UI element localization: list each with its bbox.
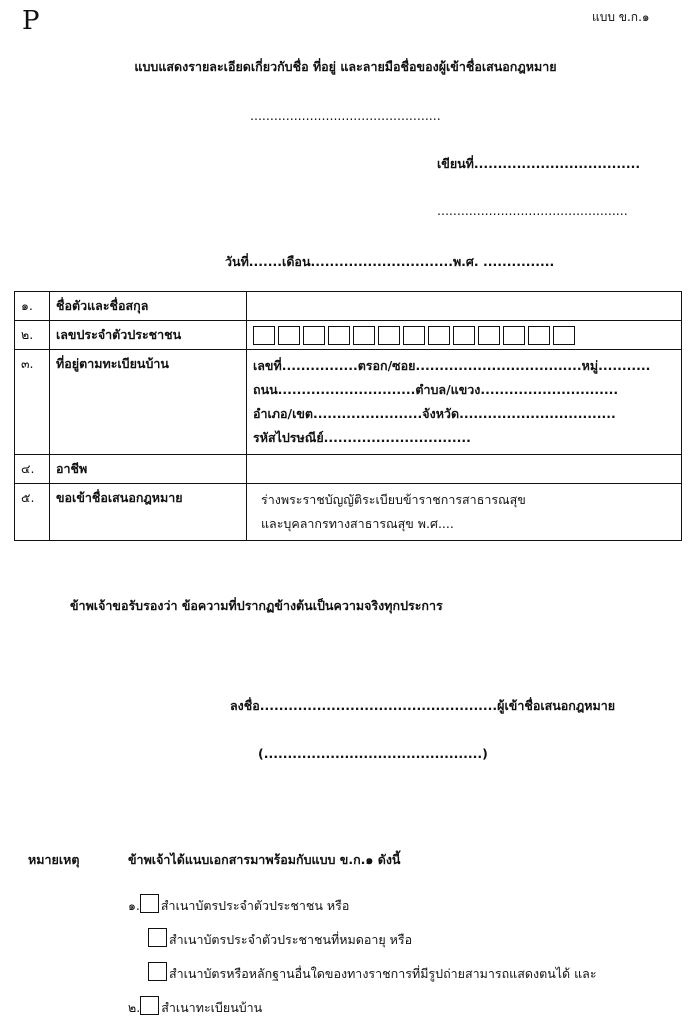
certification-statement: ข้าพเจ้าขอรับรองว่า ข้อความที่ปรากฏข้างต้นเป็นความจริงทุกประการ — [70, 598, 443, 613]
id-digit-box[interactable] — [553, 326, 575, 345]
proposed-law-line: ร่างพระราชบัญญัติระเบียบข้าราชการสาธารณสุข — [261, 492, 526, 507]
checkbox[interactable] — [148, 962, 167, 981]
occupation-field[interactable] — [247, 455, 682, 484]
written-at-field[interactable]: เขียนที่................................... — [437, 156, 641, 171]
attachment-option — [128, 894, 349, 916]
signature-field[interactable]: ลงชื่อ..................................................ผู้เข้าชื่อเสนอกฎหมาย — [230, 698, 616, 713]
remarks-label: หมายเหตุ — [28, 852, 80, 867]
top-blank-line[interactable]: ................................................ — [250, 108, 441, 123]
attachment-option — [148, 928, 412, 950]
option-label: สำเนาทะเบียนบ้าน — [161, 1000, 263, 1015]
id-digit-box[interactable] — [303, 326, 325, 345]
row-number: ๓. — [15, 350, 50, 455]
attachment-option — [128, 996, 262, 1018]
id-number-field[interactable] — [247, 321, 682, 350]
remarks-intro: ข้าพเจ้าได้แนบเอกสารมาพร้อมกับแบบ ข.ก.๑ ดังนี้ — [128, 852, 401, 867]
table-row — [15, 350, 682, 455]
attachment-option — [148, 962, 597, 984]
table-row — [15, 455, 682, 484]
id-digit-box[interactable] — [378, 326, 400, 345]
row-label: ชื่อตัวและชื่อสกุล — [50, 292, 247, 321]
row-label: ขอเข้าชื่อเสนอกฎหมาย — [50, 484, 247, 541]
row-label: เลขประจำตัวประชาชน — [50, 321, 247, 350]
id-digit-box[interactable] — [253, 326, 275, 345]
table-row — [15, 321, 682, 350]
handwritten-mark: P — [22, 6, 40, 36]
written-at-line2[interactable]: ................................................ — [437, 203, 628, 218]
proposed-law-line: และบุคลากรทางสาธารณสุข พ.ศ.... — [261, 516, 454, 531]
personal-info-table — [14, 291, 682, 541]
full-name-field[interactable] — [247, 292, 682, 321]
id-digit-box[interactable] — [503, 326, 525, 345]
row-label: อาชีพ — [50, 455, 247, 484]
row-label: ที่อยู่ตามทะเบียนบ้าน — [50, 350, 247, 455]
address-line-district[interactable]: อำเภอ/เขต.......................จังหวัด................................. — [253, 406, 616, 421]
id-digit-box[interactable] — [478, 326, 500, 345]
id-digit-box[interactable] — [328, 326, 350, 345]
id-digit-box[interactable] — [278, 326, 300, 345]
form-code: แบบ ข.ก.๑ — [592, 10, 650, 24]
id-digit-box[interactable] — [403, 326, 425, 345]
option-label: สำเนาบัตรหรือหลักฐานอื่นใดของทางราชการที่มีรูปถ่ายสามารถแสดงตนได้ และ — [169, 966, 597, 981]
id-digit-box[interactable] — [353, 326, 375, 345]
row-number: ๕. — [15, 484, 50, 541]
address-field[interactable] — [247, 350, 682, 455]
id-digit-box[interactable] — [428, 326, 450, 345]
checkbox[interactable] — [140, 894, 159, 913]
address-line-road[interactable]: ถนน.............................ตำบล/แขวง............................. — [253, 382, 619, 397]
id-digit-box[interactable] — [528, 326, 550, 345]
id-digit-box[interactable] — [453, 326, 475, 345]
item-number: ๒. — [128, 1000, 141, 1015]
checkbox[interactable] — [140, 996, 159, 1015]
address-line-postcode[interactable]: รหัสไปรษณีย์............................... — [253, 430, 471, 445]
proposed-law-field — [247, 484, 682, 541]
table-row — [15, 292, 682, 321]
id-digit-boxes[interactable] — [253, 326, 675, 345]
date-field[interactable]: วันที่.......เดือน..............................พ.ศ. ............... — [225, 254, 555, 269]
row-number: ๑. — [15, 292, 50, 321]
form-title: แบบแสดงรายละเอียดเกี่ยวกับชื่อ ที่อยู่ และลายมือชื่อของผู้เข้าชื่อเสนอกฎหมาย — [134, 59, 557, 74]
option-label: สำเนาบัตรประจำตัวประชาชน หรือ — [160, 898, 350, 913]
row-number: ๔. — [15, 455, 50, 484]
table-row — [15, 484, 682, 541]
checkbox[interactable] — [148, 928, 167, 947]
printed-name-field[interactable]: (..............................................) — [258, 746, 488, 761]
item-number: ๑. — [128, 898, 140, 913]
option-label: สำเนาบัตรประจำตัวประชาชนที่หมดอายุ หรือ — [169, 932, 413, 947]
row-number: ๒. — [15, 321, 50, 350]
address-line-house[interactable]: เลขที่................ตรอก/ซอย...................................หมู่........... — [253, 358, 651, 373]
